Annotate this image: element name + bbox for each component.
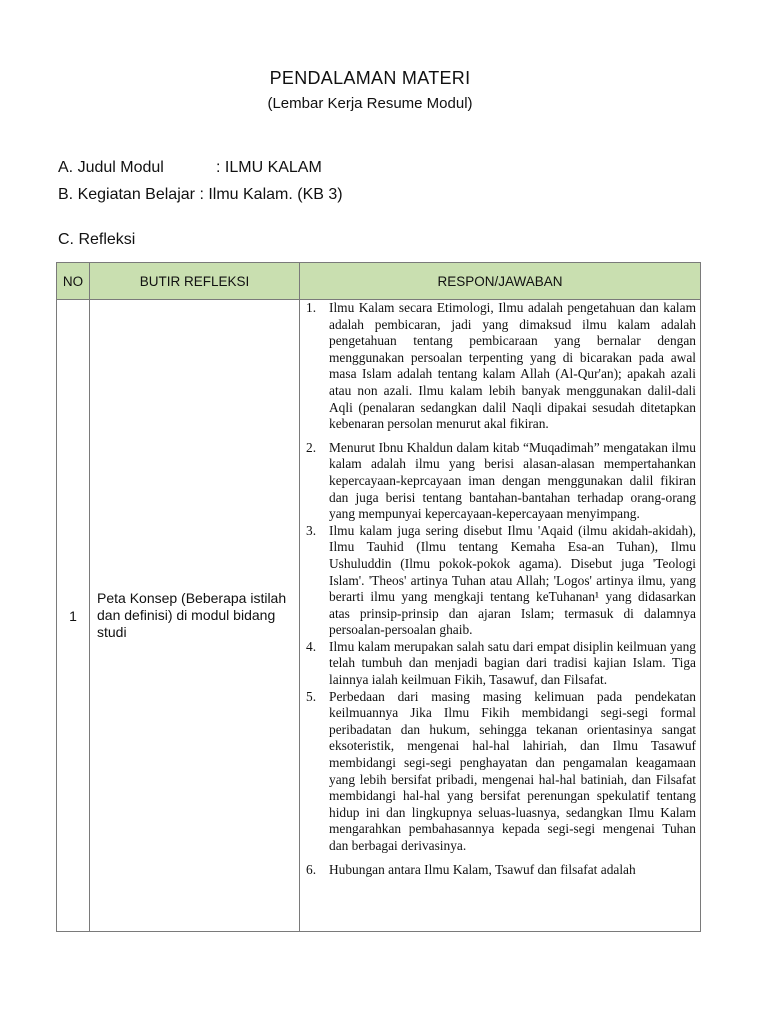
header-butir-refleksi: BUTIR REFLEKSI	[90, 263, 300, 300]
refleksi-heading: C. Refleksi	[58, 231, 136, 248]
list-item	[306, 862, 696, 879]
list-item-number: 1.	[306, 300, 317, 315]
row-number: 1	[57, 300, 90, 932]
judul-modul-line	[58, 159, 322, 177]
list-item-text: Hubungan antara Ilmu Kalam, Tsawuf dan filsafat adalah	[329, 861, 636, 877]
list-item-text: Menurut Ibnu Khaldun dalam kitab “Muqadimah” mengatakan ilmu kalam adalah ilmu yang berisi alasan-alasan mempertahankan kepercayaan-keprcayaan iman dengan menggunakan dalil fikiran dan juga berisi tentang bantahan-bantahan terhadap orang-orang yang mempunyai kepercayaan-kepercayaan menyimpang.	[329, 439, 696, 522]
judul-modul-value: : ILMU KALAM	[216, 159, 322, 176]
list-item-number: 4.	[306, 638, 317, 654]
table-header-row	[57, 263, 701, 300]
judul-modul-label: A. Judul Modul	[58, 159, 164, 176]
list-item	[306, 300, 696, 433]
kegiatan-belajar-value: : Ilmu Kalam. (KB 3)	[199, 186, 343, 203]
document-title: PENDALAMAN MATERI	[269, 68, 471, 88]
list-item	[306, 523, 696, 639]
header-respon-jawaban: RESPON/JAWABAN	[300, 263, 701, 300]
table-row	[57, 300, 701, 932]
list-item-number: 3.	[306, 522, 317, 538]
row-butir-refleksi: Peta Konsep (Beberapa istilah dan definisi) di modul bidang studi	[90, 300, 300, 932]
list-item-number: 6.	[306, 861, 317, 877]
list-item-text: Ilmu kalam juga sering disebut Ilmu 'Aqaid (ilmu akidah-akidah), Ilmu Tauhid (Ilmu tentang Kemaha Esa-an Tuhan), Ilmu Ushuluddin (Ilmu pokok-pokok agama). Disebut juga 'Teologi Islam'. 'Theos' artinya Tuhan atau Allah; 'Logos' artinya ilmu, yang berarti ilmu yang mengkaji tentang keTuhanan¹ yang didasarkan atas prinsip-prinsip dan ajaran Islam; termasuk di dalamnya persoalan-persoalan ghaib.	[329, 522, 696, 638]
document-subtitle: (Lembar Kerja Resume Modul)	[267, 95, 473, 112]
refleksi-table	[56, 262, 701, 932]
row-respon-jawaban	[300, 300, 701, 932]
response-list	[300, 300, 700, 878]
kegiatan-belajar-line	[58, 186, 343, 204]
list-item	[306, 440, 696, 523]
list-item-text: Perbedaan dari masing masing kelimuan pada pendekatan keilmuannya Jika Ilmu Fikih membidangi segi-segi formal peribadatan dan hukum, sehingga tekanan orientasinya sangat eksoteristik, mengenai hal-hal lahiriah, dan Ilmu Tasawuf membidangi segi-segi penghayatan dan pengamalan keagamaan yang lebih bersifat pribadi, mengenai hal-hal batiniah, dan Filsafat membidangi hal-hal yang bersifat perenungan spekulatif tentang hidup ini dan lingkupnya seluas-luasnya, sedangkan Ilmu Kalam mengarahkan pembahasannya kepada segi-segi mengenai Tuhan dan berbagai derivasinya.	[329, 688, 696, 853]
list-item	[306, 689, 696, 855]
header-no: NO	[57, 263, 90, 300]
kegiatan-belajar-label: B. Kegiatan Belajar	[58, 186, 195, 203]
list-item-number: 5.	[306, 688, 317, 704]
list-item-text: Ilmu Kalam secara Etimologi, Ilmu adalah pengetahuan dan kalam adalah pembicaran, jadi yang dimaksud ilmu kalam adalah pengetahuan tentang pembicaraan yang bernalar dengan menggunakan persoalan terpenting yang di bicarakan pada awal masa Islam adalah tentang kalam Allah (Al-Qur'an); apakah azali atau non azali. Ilmu kalam lebih banyak menggunakan dalil-dali Aqli (penalaran sedangkan dalil Naqli dipakai sesudah ditetapkan kebenaran persolan menurut akal fikiran.	[329, 300, 696, 432]
list-item	[306, 639, 696, 689]
list-item-text: Ilmu kalam merupakan salah satu dari empat disiplin keilmuan yang telah tumbuh dan menjadi bagian dari tradisi kajian Islam. Tiga lainnya ialah keilmuan Fikih, Tasawuf, dan Filsafat.	[329, 638, 696, 688]
list-item-number: 2.	[306, 439, 317, 455]
